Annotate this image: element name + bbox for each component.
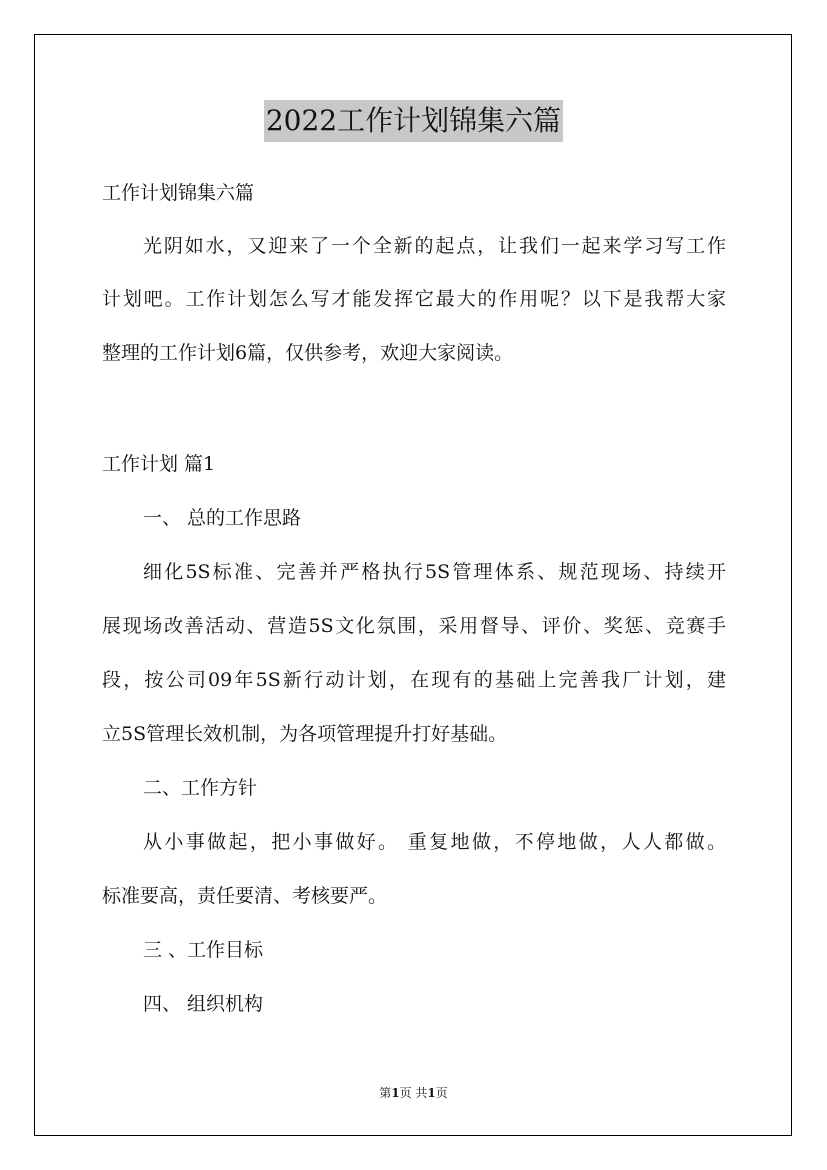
item1-body-line-2: 展现场改善活动、营造5S文化氛围，采用督导、评价、奖惩、竞赛手: [102, 615, 726, 637]
intro-line-3: 整理的工作计划6篇，仅供参考，欢迎大家阅读。: [102, 342, 514, 364]
intro-line-2: 计划吧。工作计划怎么写才能发挥它最大的作用呢？以下是我帮大家: [102, 288, 726, 310]
item3-heading: 三 、工作目标: [143, 939, 264, 961]
item1-body-line-1: 细化5S标准、完善并严格执行5S管理体系、规范现场、持续开: [143, 561, 726, 583]
item2-body-line-1: 从小事做起，把小事做好。 重复地做，不停地做，人人都做。: [143, 831, 726, 853]
footer-prefix: 第: [379, 1086, 392, 1100]
document-subtitle: 工作计划锦集六篇: [102, 182, 255, 204]
footer-suffix: 页: [435, 1086, 448, 1100]
item2-body-line-2: 标准要高，责任要清、考核要严。: [102, 885, 388, 907]
item2-heading: 二、工作方针: [143, 777, 258, 799]
section-heading: 工作计划 篇1: [102, 453, 216, 475]
footer-total-pages: 1: [427, 1086, 436, 1100]
item1-body-line-4: 立5S管理长效机制，为各项管理提升打好基础。: [102, 723, 508, 745]
item4-heading: 四、 组织机构: [143, 993, 264, 1015]
document-title: 2022工作计划锦集六篇: [264, 100, 563, 142]
footer-page-number: 1: [391, 1086, 400, 1100]
item1-heading: 一、 总的工作思路: [143, 507, 302, 529]
page-footer: [0, 1084, 827, 1102]
footer-mid: 页 共: [399, 1086, 428, 1100]
title-container: [0, 100, 827, 142]
intro-line-1: 光阴如水，又迎来了一个全新的起点，让我们一起来学习写工作: [143, 235, 726, 257]
item1-body-line-3: 段，按公司09年5S新行动计划，在现有的基础上完善我厂计划，建: [102, 669, 726, 691]
